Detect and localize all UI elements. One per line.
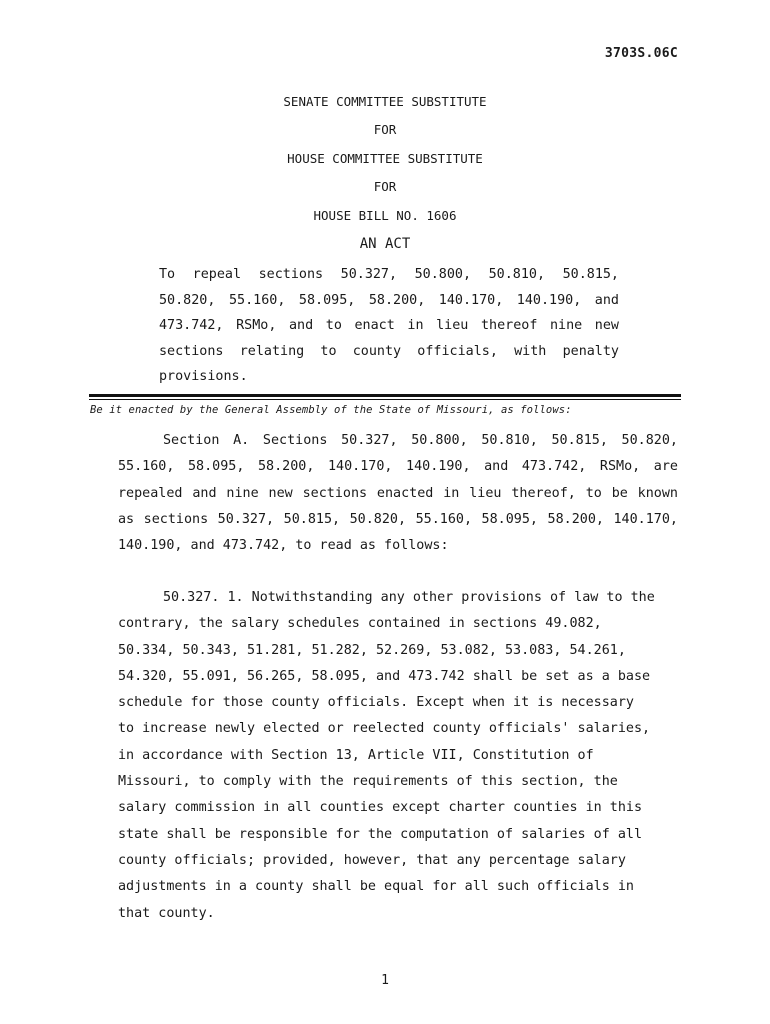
title-line-house-substitute: HOUSE COMMITTEE SUBSTITUTE: [287, 150, 483, 166]
section-a-text: Section A. Sections 50.327, 50.800, 50.810, 50.815, 50.820, 55.160, 58.095, 58.200, 140.170, 140.190, and 473.742, RSMo, are repealed and nine new sections enacted in lieu thereof, to be known as sections 50.327, 50.815, 50.820, 55.160, 58.095, 58.200, 140.170, 140.190, and 473.742, to read as follows:: [118, 433, 678, 554]
divider-thick: [89, 394, 681, 397]
title-line-for-1: FOR: [373, 122, 397, 138]
title-line-bill-number: HOUSE BILL NO. 1606: [313, 207, 457, 223]
page-number: 1: [381, 973, 389, 988]
bill-title-text: To repeal sections 50.327, 50.800, 50.810, 50.815, 50.820, 55.160, 58.095, 58.200, 140.170, 140.190, and 473.742, RSMo, and to enact in lieu thereof nine new sections relating to county officials, with penalty provisions.: [159, 267, 619, 385]
section-50327-paragraph: [118, 585, 658, 927]
bill-identifier: 3703S.06C: [604, 46, 678, 61]
enacting-clause: Be it enacted by the General Assembly of the State of Missouri, as follows:: [90, 404, 572, 416]
title-line-senate-substitute: SENATE COMMITTEE SUBSTITUTE: [283, 94, 487, 109]
bill-title-block: [0, 92, 770, 262]
divider-thin: [89, 399, 681, 400]
section-a-paragraph: [118, 428, 678, 559]
title-line-for-2: FOR: [373, 179, 397, 195]
act-label: AN ACT: [359, 235, 411, 252]
section-50327-text: 50.327. 1. Notwithstanding any other provisions of law to the contrary, the salary schedules contained in sections 49.082, 50.334, 50.343, 51.281, 51.282, 52.269, 53.082, 53.083, 54.261, 54.320, 55.091, 56.265, 58.095, and 473.742 shall be set as a base schedule for those county officials. Except when it is necessary to increase newly elected or reelected county officials' salaries, in accordance with Section 13, Article VII, Constitution of Missouri, to comply with the requirements of this section, the salary commission in all counties except charter counties in this state shall be responsible for the computation of salaries of all county officials; provided, however, that any percentage salary adjustments in a county shall be equal for all such officials in that county.: [118, 590, 655, 921]
